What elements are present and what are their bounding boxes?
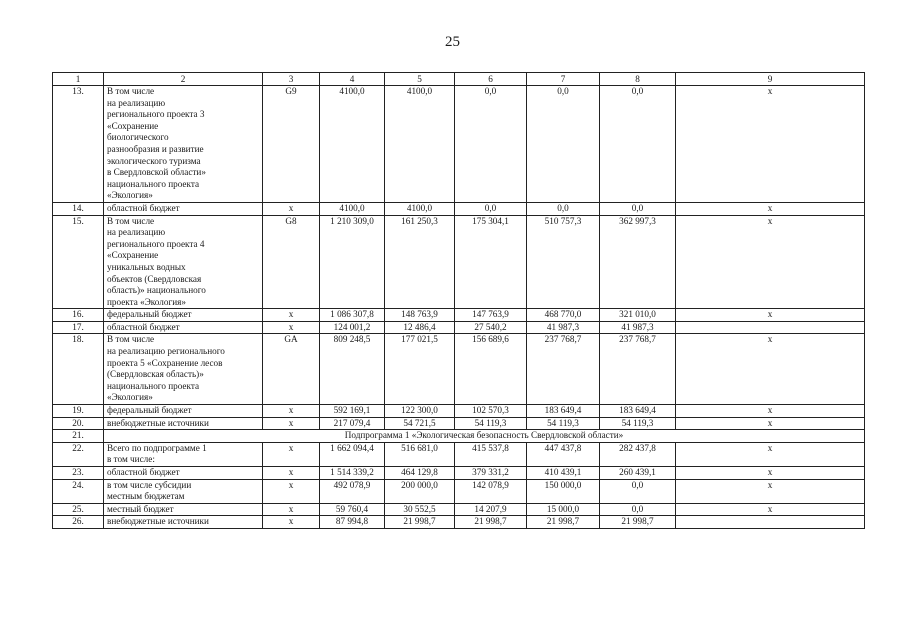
header-cell: 4 <box>320 73 385 86</box>
row-number-cell: 24. <box>53 479 104 503</box>
header-cell: 2 <box>104 73 263 86</box>
table-row <box>53 321 865 334</box>
value-cell-5: 21 998,7 <box>385 516 455 529</box>
value-cell-7: 0,0 <box>527 202 600 215</box>
code-cell: x <box>263 417 320 430</box>
value-cell-9: x <box>676 86 865 203</box>
code-cell: x <box>263 202 320 215</box>
value-cell-5: 122 300,0 <box>385 405 455 418</box>
value-cell-5: 161 250,3 <box>385 215 455 309</box>
value-cell-5: 148 763,9 <box>385 309 455 322</box>
value-cell-9: x <box>676 215 865 309</box>
table-row <box>53 467 865 480</box>
value-cell-9: x <box>676 442 865 466</box>
description-cell: областной бюджет <box>104 202 263 215</box>
value-cell-5: 30 552,5 <box>385 503 455 516</box>
value-cell-6: 102 570,3 <box>455 405 527 418</box>
header-cell: 8 <box>600 73 676 86</box>
code-cell: x <box>263 405 320 418</box>
value-cell-6: 415 537,8 <box>455 442 527 466</box>
page-number: 25 <box>445 34 460 50</box>
value-cell-4: 87 994,8 <box>320 516 385 529</box>
value-cell-6: 175 304,1 <box>455 215 527 309</box>
subprogram-row <box>53 430 865 443</box>
value-cell-9: x <box>676 467 865 480</box>
value-cell-4: 809 248,5 <box>320 334 385 405</box>
value-cell-5: 12 486,4 <box>385 321 455 334</box>
description-cell: федеральный бюджет <box>104 405 263 418</box>
table-row <box>53 442 865 466</box>
table-row <box>53 215 865 309</box>
description-cell: местный бюджет <box>104 503 263 516</box>
value-cell-6: 14 207,9 <box>455 503 527 516</box>
value-cell-8: 0,0 <box>600 479 676 503</box>
description-cell: В том числе на реализацию регионального проекта 4 «Сохранение уникальных водных объектов (Свердловская область)» национального проекта «Экология» <box>104 215 263 309</box>
header-cell: 9 <box>676 73 865 86</box>
description-cell: внебюджетные источники <box>104 417 263 430</box>
header-cell: 6 <box>455 73 527 86</box>
value-cell-8: 260 439,1 <box>600 467 676 480</box>
value-cell-6: 27 540,2 <box>455 321 527 334</box>
description-cell: областной бюджет <box>104 321 263 334</box>
description-cell: В том числе на реализацию регионального проекта 3 «Сохранение биологического разнообразия и развитие экологического туризма в Свердловской области» национального проекта «Экология» <box>104 86 263 203</box>
value-cell-4: 124 001,2 <box>320 321 385 334</box>
row-number-cell: 19. <box>53 405 104 418</box>
value-cell-9: x <box>676 417 865 430</box>
code-cell: x <box>263 321 320 334</box>
value-cell-4: 1 086 307,8 <box>320 309 385 322</box>
value-cell-4: 4100,0 <box>320 202 385 215</box>
row-number-cell: 26. <box>53 516 104 529</box>
value-cell-8: 282 437,8 <box>600 442 676 466</box>
value-cell-5: 54 721,5 <box>385 417 455 430</box>
description-cell: областной бюджет <box>104 467 263 480</box>
code-cell: x <box>263 516 320 529</box>
budget-table <box>52 72 865 529</box>
value-cell-9: x <box>676 309 865 322</box>
value-cell-7: 183 649,4 <box>527 405 600 418</box>
value-cell-4: 217 079,4 <box>320 417 385 430</box>
header-cell: 3 <box>263 73 320 86</box>
value-cell-5: 200 000,0 <box>385 479 455 503</box>
row-number-cell: 20. <box>53 417 104 430</box>
table-row <box>53 516 865 529</box>
value-cell-7: 150 000,0 <box>527 479 600 503</box>
value-cell-7: 410 439,1 <box>527 467 600 480</box>
row-number-cell: 22. <box>53 442 104 466</box>
value-cell-9: x <box>676 202 865 215</box>
value-cell-4: 59 760,4 <box>320 503 385 516</box>
value-cell-6: 0,0 <box>455 86 527 203</box>
table-row <box>53 334 865 405</box>
code-cell: G9 <box>263 86 320 203</box>
value-cell-7: 237 768,7 <box>527 334 600 405</box>
table-row <box>53 503 865 516</box>
value-cell-9: x <box>676 503 865 516</box>
value-cell-7: 510 757,3 <box>527 215 600 309</box>
value-cell-6: 142 078,9 <box>455 479 527 503</box>
header-cell: 7 <box>527 73 600 86</box>
value-cell-4: 492 078,9 <box>320 479 385 503</box>
code-cell: G8 <box>263 215 320 309</box>
table-row <box>53 405 865 418</box>
column-number-header <box>53 73 865 86</box>
value-cell-8: 183 649,4 <box>600 405 676 418</box>
row-number-cell: 15. <box>53 215 104 309</box>
value-cell-9: x <box>676 405 865 418</box>
value-cell-6: 147 763,9 <box>455 309 527 322</box>
value-cell-4: 592 169,1 <box>320 405 385 418</box>
value-cell-7: 21 998,7 <box>527 516 600 529</box>
value-cell-4: 4100,0 <box>320 86 385 203</box>
row-number-cell: 13. <box>53 86 104 203</box>
value-cell-5: 177 021,5 <box>385 334 455 405</box>
value-cell-8: 41 987,3 <box>600 321 676 334</box>
value-cell-7: 447 437,8 <box>527 442 600 466</box>
value-cell-8: 21 998,7 <box>600 516 676 529</box>
code-cell: x <box>263 479 320 503</box>
value-cell-8: 54 119,3 <box>600 417 676 430</box>
row-number-cell: 25. <box>53 503 104 516</box>
value-cell-7: 468 770,0 <box>527 309 600 322</box>
value-cell-7: 0,0 <box>527 86 600 203</box>
row-number-cell: 16. <box>53 309 104 322</box>
value-cell-7: 41 987,3 <box>527 321 600 334</box>
value-cell-6: 156 689,6 <box>455 334 527 405</box>
value-cell-8: 237 768,7 <box>600 334 676 405</box>
value-cell-5: 516 681,0 <box>385 442 455 466</box>
row-number-cell: 14. <box>53 202 104 215</box>
description-cell: В том числе на реализацию регионального проекта 5 «Сохранение лесов (Свердловская область)» национального проекта «Экология» <box>104 334 263 405</box>
value-cell-5: 464 129,8 <box>385 467 455 480</box>
header-cell: 1 <box>53 73 104 86</box>
value-cell-9 <box>676 321 865 334</box>
value-cell-4: 1 514 339,2 <box>320 467 385 480</box>
value-cell-8: 0,0 <box>600 86 676 203</box>
code-cell: GA <box>263 334 320 405</box>
code-cell: x <box>263 503 320 516</box>
value-cell-8: 362 997,3 <box>600 215 676 309</box>
value-cell-6: 379 331,2 <box>455 467 527 480</box>
value-cell-8: 0,0 <box>600 202 676 215</box>
code-cell: x <box>263 442 320 466</box>
table-row <box>53 86 865 203</box>
value-cell-5: 4100,0 <box>385 86 455 203</box>
row-number-cell: 17. <box>53 321 104 334</box>
table-row <box>53 309 865 322</box>
value-cell-9: x <box>676 334 865 405</box>
description-cell: внебюджетные источники <box>104 516 263 529</box>
row-number-cell: 18. <box>53 334 104 405</box>
value-cell-4: 1 210 309,0 <box>320 215 385 309</box>
value-cell-9: x <box>676 479 865 503</box>
table-row <box>53 202 865 215</box>
description-cell: Всего по подпрограмме 1 в том числе: <box>104 442 263 466</box>
value-cell-8: 321 010,0 <box>600 309 676 322</box>
header-cell: 5 <box>385 73 455 86</box>
value-cell-5: 4100,0 <box>385 202 455 215</box>
description-cell: федеральный бюджет <box>104 309 263 322</box>
value-cell-4: 1 662 094,4 <box>320 442 385 466</box>
value-cell-6: 21 998,7 <box>455 516 527 529</box>
table-row <box>53 479 865 503</box>
description-cell: в том числе субсидии местным бюджетам <box>104 479 263 503</box>
code-cell: x <box>263 467 320 480</box>
subprogram-title: Подпрограмма 1 «Экологическая безопасность Свердловской области» <box>104 430 865 443</box>
row-number-cell: 21. <box>53 430 104 443</box>
value-cell-9 <box>676 516 865 529</box>
row-number-cell: 23. <box>53 467 104 480</box>
value-cell-6: 54 119,3 <box>455 417 527 430</box>
value-cell-8: 0,0 <box>600 503 676 516</box>
code-cell: x <box>263 309 320 322</box>
value-cell-6: 0,0 <box>455 202 527 215</box>
table-row <box>53 417 865 430</box>
value-cell-7: 54 119,3 <box>527 417 600 430</box>
value-cell-7: 15 000,0 <box>527 503 600 516</box>
